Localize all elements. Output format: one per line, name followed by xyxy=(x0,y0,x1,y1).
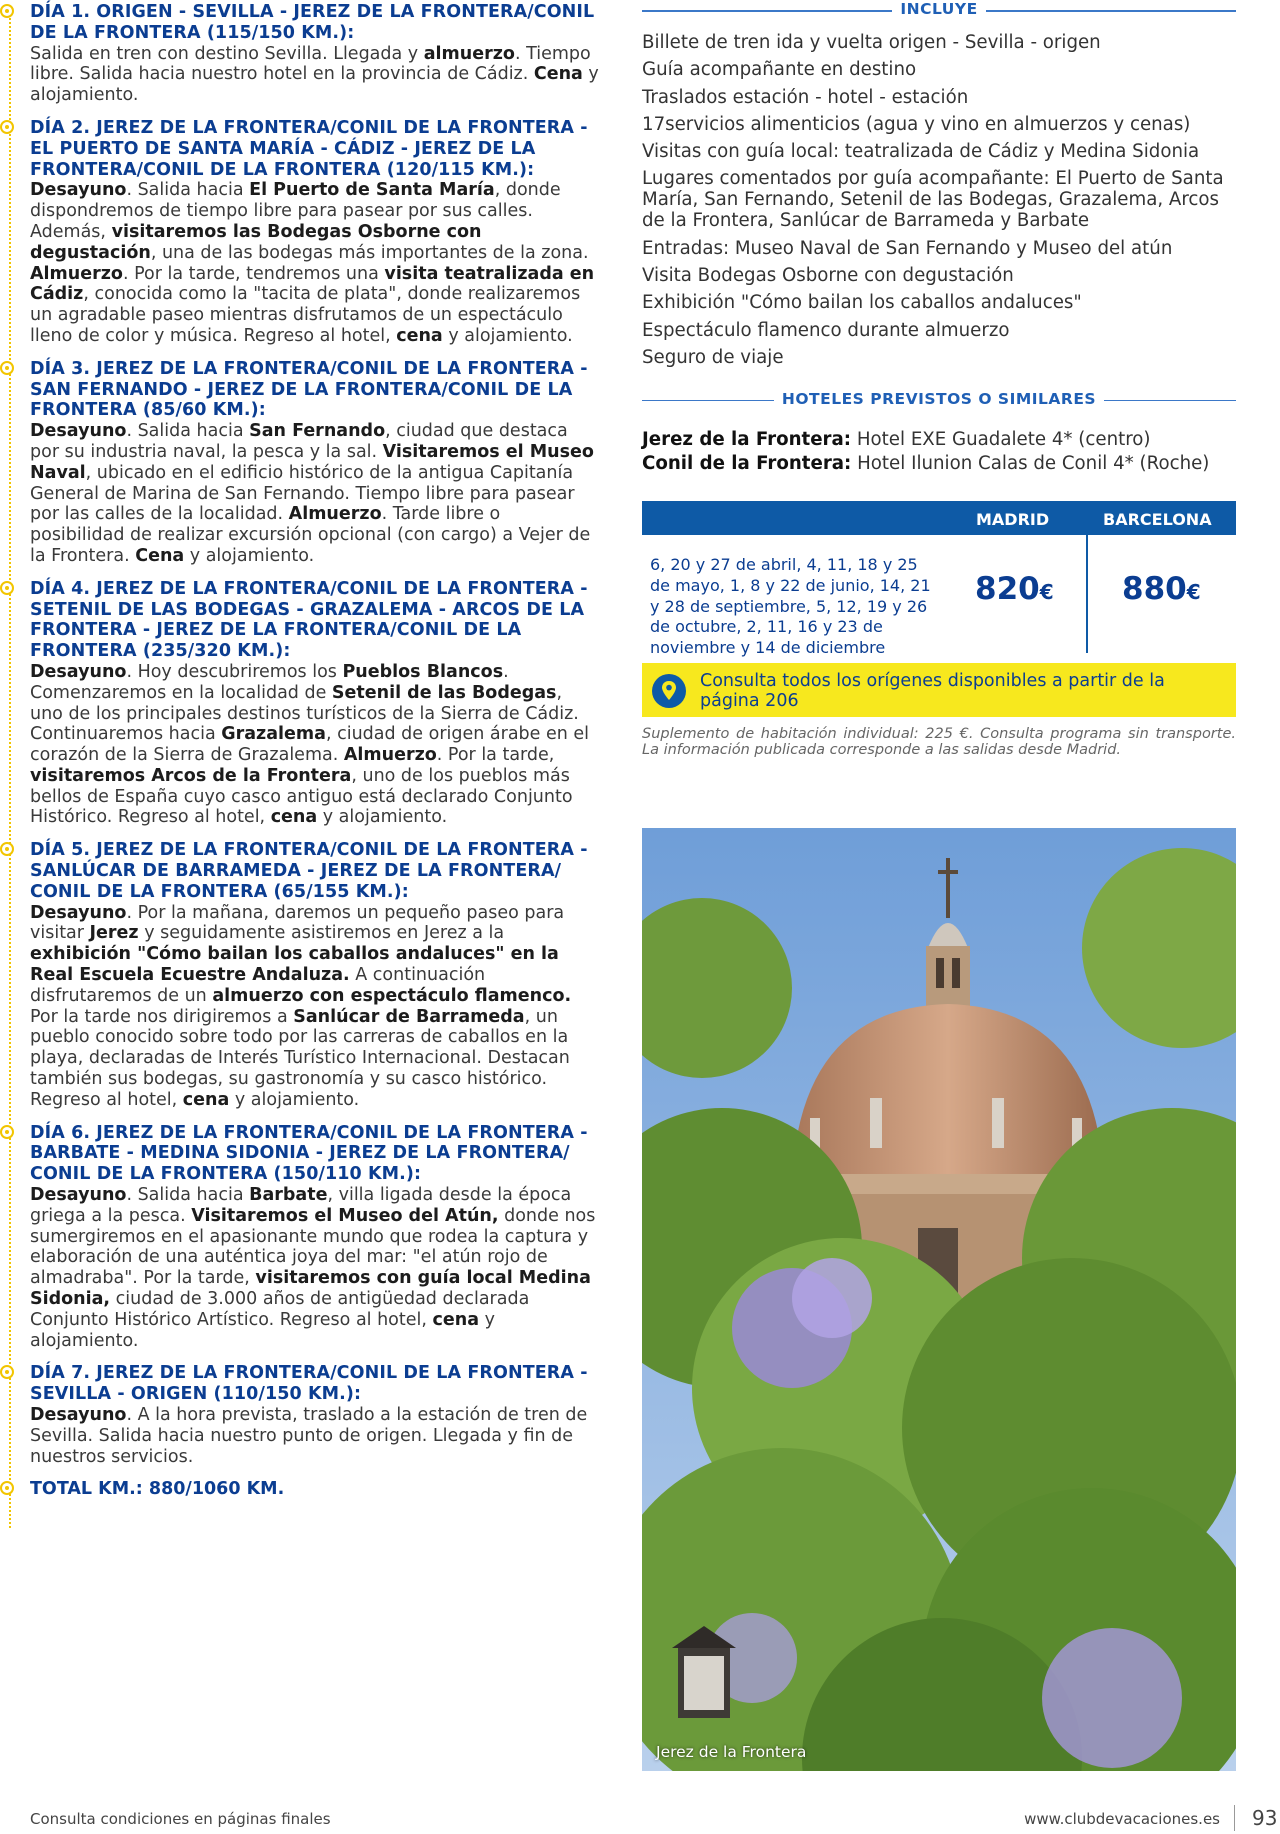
hoteles-heading xyxy=(642,390,1236,412)
column-divider xyxy=(1086,535,1088,653)
itinerary-day xyxy=(0,1363,600,1467)
incluye-item: Exhibición "Cómo bailan los caballos andaluces" xyxy=(642,292,1082,314)
itinerary-day xyxy=(0,118,600,347)
itinerary-day xyxy=(0,579,600,829)
info-column xyxy=(642,0,1236,759)
timeline-marker-icon xyxy=(0,1365,14,1379)
day-title: DÍA 5. JEREZ DE LA FRONTERA/CONIL DE LA FRONTERA - SANLÚCAR DE BARRAMEDA - JEREZ DE LA FRONTERA/ CONIL DE LA FRONTERA (65/155 KM.): xyxy=(30,840,588,902)
day-description: Desayuno. Hoy descubriremos los Pueblos Blancos. Comenzaremos en la localidad de Setenil de las Bodegas, uno de los principales destinos turísticos de la Sierra de Cádiz. Continuaremos hacia Grazalema, ciudad de origen árabe en el corazón de la Sierra de Grazalema. Almuerzo. Por la tarde, visitaremos Arcos de la Frontera, uno de los pueblos más bellos de España cuyo casco antiguo está declarado Conjunto Histórico. Regreso al hotel, cena y alojamiento. xyxy=(30,661,590,828)
incluye-item: Guía acompañante en destino xyxy=(642,59,917,81)
timeline-marker-icon xyxy=(0,361,14,375)
incluye-list xyxy=(642,32,1236,368)
day-title: DÍA 7. JEREZ DE LA FRONTERA/CONIL DE LA FRONTERA - SEVILLA - ORIGEN (110/150 KM.): xyxy=(30,1363,588,1405)
day-title: DÍA 1. ORIGEN - SEVILLA - JEREZ DE LA FRONTERA/CONIL DE LA FRONTERA (115/150 KM.): xyxy=(30,2,595,43)
incluye-item: Billete de tren ida y vuelta origen - Sevilla - origen xyxy=(642,32,1101,53)
timeline-marker-icon xyxy=(0,581,14,595)
day-description: Desayuno. Por la mañana, daremos un pequeño paseo para visitar Jerez y seguidamente asistiremos en Jerez a la exhibición "Cómo bailan los caballos andaluces" en la Real Escuela Ecuestre Andaluza. A continuación disfrutaremos de un almuerzo con espectáculo flamenco. Por la tarde nos dirigiremos a Sanlúcar de Barrameda, un pueblo conocido sobre todo por las carreras de caballos en la playa, declaradas de Interés Turístico Internacional. Destacan también sus bodegas, su gastronomía y su casco histórico. Regreso al hotel, cena y alojamiento. xyxy=(30,902,572,1110)
itinerary-day xyxy=(0,1123,600,1352)
timeline-marker-icon xyxy=(0,120,14,134)
itinerary-day xyxy=(0,840,600,1110)
itinerary-day xyxy=(0,2,600,106)
hotel-city: Jerez de la Frontera: xyxy=(642,428,852,450)
hoteles-list xyxy=(642,428,1236,476)
hotel-city: Conil de la Frontera: xyxy=(642,452,852,474)
footer-divider xyxy=(1234,1805,1235,1831)
day-title: DÍA 6. JEREZ DE LA FRONTERA/CONIL DE LA FRONTERA - BARBATE - MEDINA SIDONIA - JEREZ DE LA FRONTERA/ CONIL DE LA FRONTERA (150/110 KM.): xyxy=(30,1122,588,1185)
hotel-row xyxy=(642,452,1236,476)
incluye-item: Lugares comentados por guía acompañante: El Puerto de Santa María, San Fernando, Setenil de las Bodegas, Grazalema, Arcos de la Frontera, Sanlúcar de Barrameda y Barbate xyxy=(642,168,1224,232)
day-description: Salida en tren con destino Sevilla. Llegada y almuerzo. Tiempo libre. Salida hacia nuestro hotel en la provincia de Cádiz. Cena y alojamiento. xyxy=(30,43,599,106)
timeline-marker-icon xyxy=(0,1125,14,1139)
total-km-text: TOTAL KM.: 880/1060 KM. xyxy=(30,1479,285,1500)
days-list xyxy=(0,2,600,1467)
col-barcelona: BARCELONA xyxy=(1103,509,1212,529)
hotel-name: Hotel EXE Guadalete 4* (centro) xyxy=(851,428,1151,450)
timeline-marker-icon xyxy=(0,1481,14,1495)
jerez-photo xyxy=(642,828,1236,1771)
incluye-item: Entradas: Museo Naval de San Fernando y Museo del atún xyxy=(642,237,1173,259)
footer-url[interactable]: www.clubdevacaciones.es xyxy=(1024,1810,1220,1828)
hotel-row xyxy=(642,428,1236,452)
location-pin-icon xyxy=(652,674,686,708)
price-table-header xyxy=(642,501,1236,535)
photo-caption: Jerez de la Frontera xyxy=(656,1743,807,1761)
total-km xyxy=(0,1479,600,1500)
day-description: Desayuno. Salida hacia San Fernando, ciudad que destaca por su industria naval, la pesca y la sal. Visitaremos el Museo Naval, ubicado en el edificio histórico de la antigua Capitanía General de Marina de San Fernando. Tiempo libre para pasear por las calles de la localidad. Almuerzo. Tarde libre o posibilidad de realizar excursión opcional (con cargo) a Vejer de la Frontera. Cena y alojamiento. xyxy=(30,421,594,566)
price-barcelona: 880€ xyxy=(1122,570,1201,607)
incluye-heading xyxy=(642,0,1236,22)
timeline-marker-icon xyxy=(0,842,14,856)
incluye-item: Seguro de viaje xyxy=(642,346,784,368)
origins-banner-text: Consulta todos los orígenes disponibles a partir de la página 206 xyxy=(700,670,1165,712)
day-title: DÍA 4. JEREZ DE LA FRONTERA/CONIL DE LA FRONTERA - SETENIL DE LAS BODEGAS - GRAZALEMA - ARCOS DE LA FRONTERA - JEREZ DE LA FRONTERA/CONIL DE LA FRONTERA (235/320 KM.): xyxy=(30,578,588,662)
day-description: Desayuno. Salida hacia Barbate, villa ligada desde la época griega a la pesca. Visitaremos el Museo del Atún, donde nos sumergiremos en el apasionante mundo que rodea la captura y elaboración de una auténtica joya del mar: "el atún rojo de almadraba". Por la tarde, visitaremos con guía local Medina Sidonia, ciudad de 3.000 años de antigüedad declarada Conjunto Histórico Artístico. Regreso al hotel, cena y alojamiento. xyxy=(30,1185,596,1351)
price-table-body xyxy=(642,535,1236,658)
incluye-heading-text: INCLUYE xyxy=(892,0,985,18)
col-madrid: MADRID xyxy=(976,509,1050,529)
supplement-note: Suplemento de habitación individual: 225 €. Consulta programa sin transporte. La información publicada corresponde a las salidas desde Madrid. xyxy=(642,725,1236,758)
price-table xyxy=(642,501,1236,658)
hoteles-heading-text: HOTELES PREVISTOS O SIMILARES xyxy=(774,390,1104,408)
incluye-item: Traslados estación - hotel - estación xyxy=(642,86,969,108)
incluye-item: 17servicios alimenticios (agua y vino en almuerzos y cenas) xyxy=(642,113,1191,135)
incluye-item: Espectáculo flamenco durante almuerzo xyxy=(642,319,1010,341)
incluye-item: Visitas con guía local: teatralizada de Cádiz y Medina Sidonia xyxy=(642,141,1200,163)
day-description: Desayuno. Salida hacia El Puerto de Santa María, donde dispondremos de tiempo libre para pasear por sus calles. Además, visitaremos las Bodegas Osborne con degustación, una de las bodegas más importantes de la zona. Almuerzo. Por la tarde, tendremos una visita teatralizada en Cádiz, conocida como la "tacita de plata", donde realizaremos un agradable paseo mientras disfrutamos de un espectáculo lleno de color y música. Regreso al hotel, cena y alojamiento. xyxy=(30,180,595,346)
page-number: 93 xyxy=(1252,1806,1278,1830)
footer-conditions: Consulta condiciones en páginas finales xyxy=(30,1810,331,1828)
itinerary-column xyxy=(0,0,600,1500)
incluye-item: Visita Bodegas Osborne con degustación xyxy=(642,265,1014,287)
price-madrid: 820€ xyxy=(975,570,1054,607)
day-description: Desayuno. A la hora prevista, traslado a la estación de tren de Sevilla. Salida hacia nuestro punto de origen. Llegada y fin de nuestros servicios. xyxy=(30,1405,588,1467)
itinerary-day xyxy=(0,359,600,567)
origins-banner xyxy=(642,663,1236,717)
departure-dates: 6, 20 y 27 de abril, 4, 11, 18 y 25 de mayo, 1, 8 y 22 de junio, 14, 21 y 28 de septiembre, 5, 12, 19 y 26 de octubre, 2, 11, 16 y 23 de noviembre y 14 de diciembre xyxy=(650,554,931,658)
timeline-marker-icon xyxy=(0,4,14,18)
hotel-name: Hotel Ilunion Calas de Conil 4* (Roche) xyxy=(851,452,1210,474)
day-title: DÍA 2. JEREZ DE LA FRONTERA/CONIL DE LA FRONTERA - EL PUERTO DE SANTA MARÍA - CÁDIZ - JEREZ DE LA FRONTERA/CONIL DE LA FRONTERA (120/115 KM.): xyxy=(30,117,588,180)
day-title: DÍA 3. JEREZ DE LA FRONTERA/CONIL DE LA FRONTERA - SAN FERNANDO - JEREZ DE LA FRONTERA/CONIL DE LA FRONTERA (85/60 KM.): xyxy=(30,358,588,421)
